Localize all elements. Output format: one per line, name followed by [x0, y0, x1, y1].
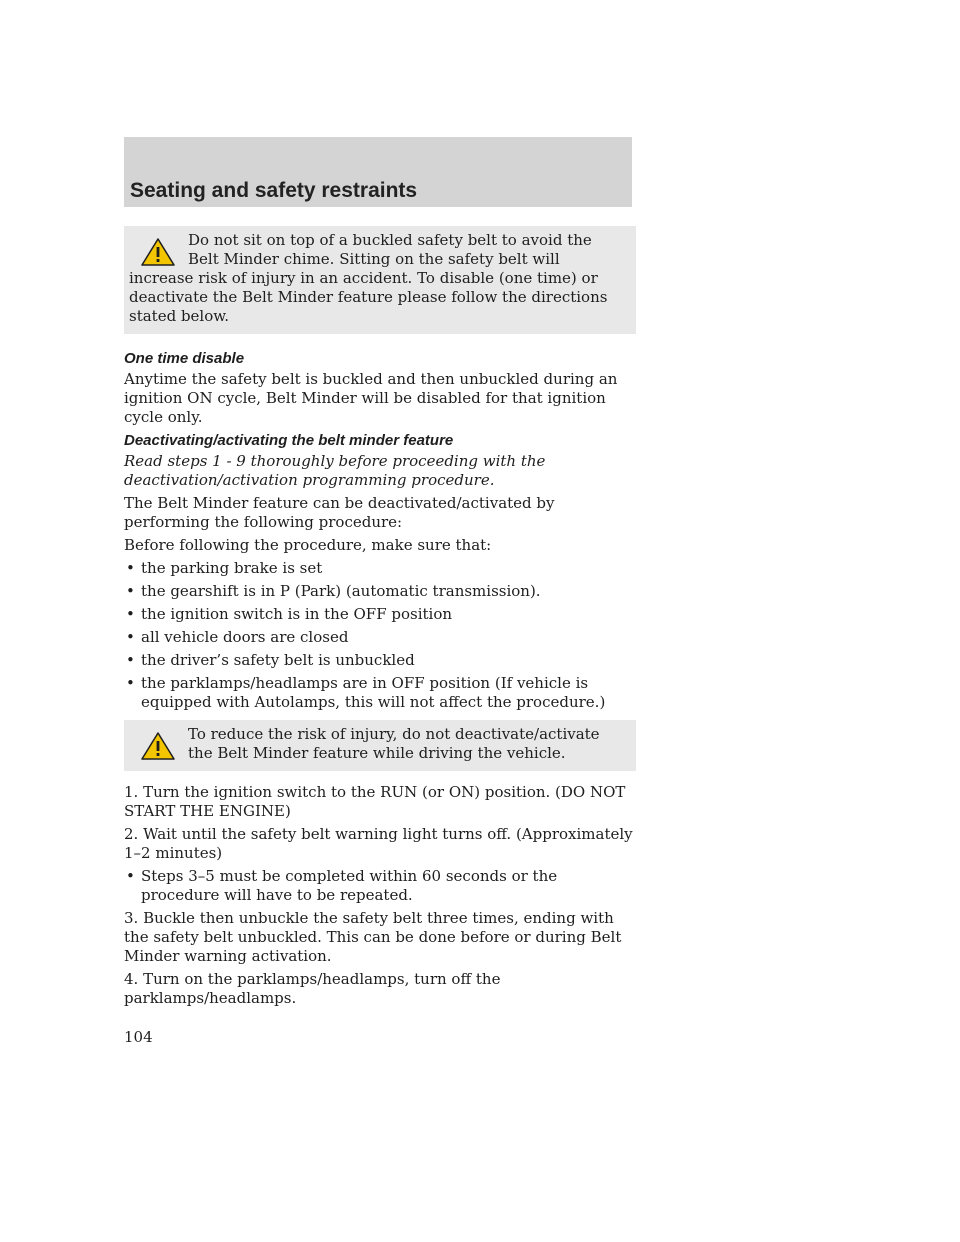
list-item-text: the parking brake is set — [141, 559, 323, 577]
bullet-glyph: • — [126, 867, 135, 885]
bullet-glyph: • — [126, 674, 135, 692]
list-item-text: all vehicle doors are closed — [141, 628, 349, 646]
warning-text: Do not sit on top of a buckled safety belt to avoid the Belt Minder chime. Sitting on the safety belt will increase risk of injury in an accident. To disable (one time) or deactivate the Belt Minder feature please follow the directions stated below. — [129, 231, 608, 325]
heading-deactivating: Deactivating/activating the belt minder feature — [124, 432, 454, 449]
list-item — [124, 867, 636, 905]
step-3: 3. Buckle then unbuckle the safety belt three times, ending with the safety belt unbuckled. This can be done before or during Belt Minder warning activation. — [124, 909, 622, 965]
list-item — [124, 651, 636, 670]
procedure-before: Before following the procedure, make sure that: — [124, 536, 492, 554]
step-2-list — [124, 867, 636, 905]
procedure-intro: The Belt Minder feature can be deactivated/activated by performing the following procedure: — [124, 494, 555, 531]
list-item-text: the gearshift is in P (Park) (automatic transmission). — [141, 582, 541, 600]
page-number: 104 — [124, 1028, 153, 1046]
warning-triangle-icon — [140, 237, 176, 267]
step-4: 4. Turn on the parklamps/headlamps, turn off the parklamps/headlamps. — [124, 970, 501, 1007]
bullet-glyph: • — [126, 559, 135, 577]
list-item-text: Steps 3–5 must be completed within 60 seconds or the procedure will have to be repeated. — [141, 867, 558, 904]
precondition-list — [124, 559, 636, 712]
warning-box-belt-minder — [124, 226, 636, 334]
bullet-glyph: • — [126, 582, 135, 600]
step-2: 2. Wait until the safety belt warning light turns off. (Approximately 1–2 minutes) — [124, 825, 633, 862]
step-1: 1. Turn the ignition switch to the RUN (or ON) position. (DO NOT START THE ENGINE) — [124, 783, 626, 820]
warning-text: To reduce the risk of injury, do not deactivate/activate the Belt Minder feature while driving the vehicle. — [188, 725, 600, 762]
section-header — [124, 137, 632, 207]
list-item — [124, 605, 636, 624]
list-item — [124, 559, 636, 578]
warning-box-driving — [124, 720, 636, 771]
section-title: Seating and safety restraints — [130, 179, 418, 202]
procedure-note: Read steps 1 - 9 thoroughly before proceeding with the deactivation/activation programming procedure. — [124, 452, 546, 489]
list-item-text: the driver’s safety belt is unbuckled — [141, 651, 415, 669]
list-item-text: the parklamps/headlamps are in OFF position (If vehicle is equipped with Autolamps, this will not affect the procedure.) — [141, 674, 606, 711]
warning-triangle-icon — [140, 731, 176, 761]
one-time-disable-body: Anytime the safety belt is buckled and then unbuckled during an ignition ON cycle, Belt Minder will be disabled for that ignition cycle only. — [124, 370, 618, 426]
heading-one-time-disable: One time disable — [124, 350, 245, 367]
list-item — [124, 628, 636, 647]
list-item — [124, 674, 636, 712]
bullet-glyph: • — [126, 651, 135, 669]
bullet-glyph: • — [126, 605, 135, 623]
page-content — [124, 226, 636, 1012]
bullet-glyph: • — [126, 628, 135, 646]
list-item-text: the ignition switch is in the OFF position — [141, 605, 453, 623]
list-item — [124, 582, 636, 601]
